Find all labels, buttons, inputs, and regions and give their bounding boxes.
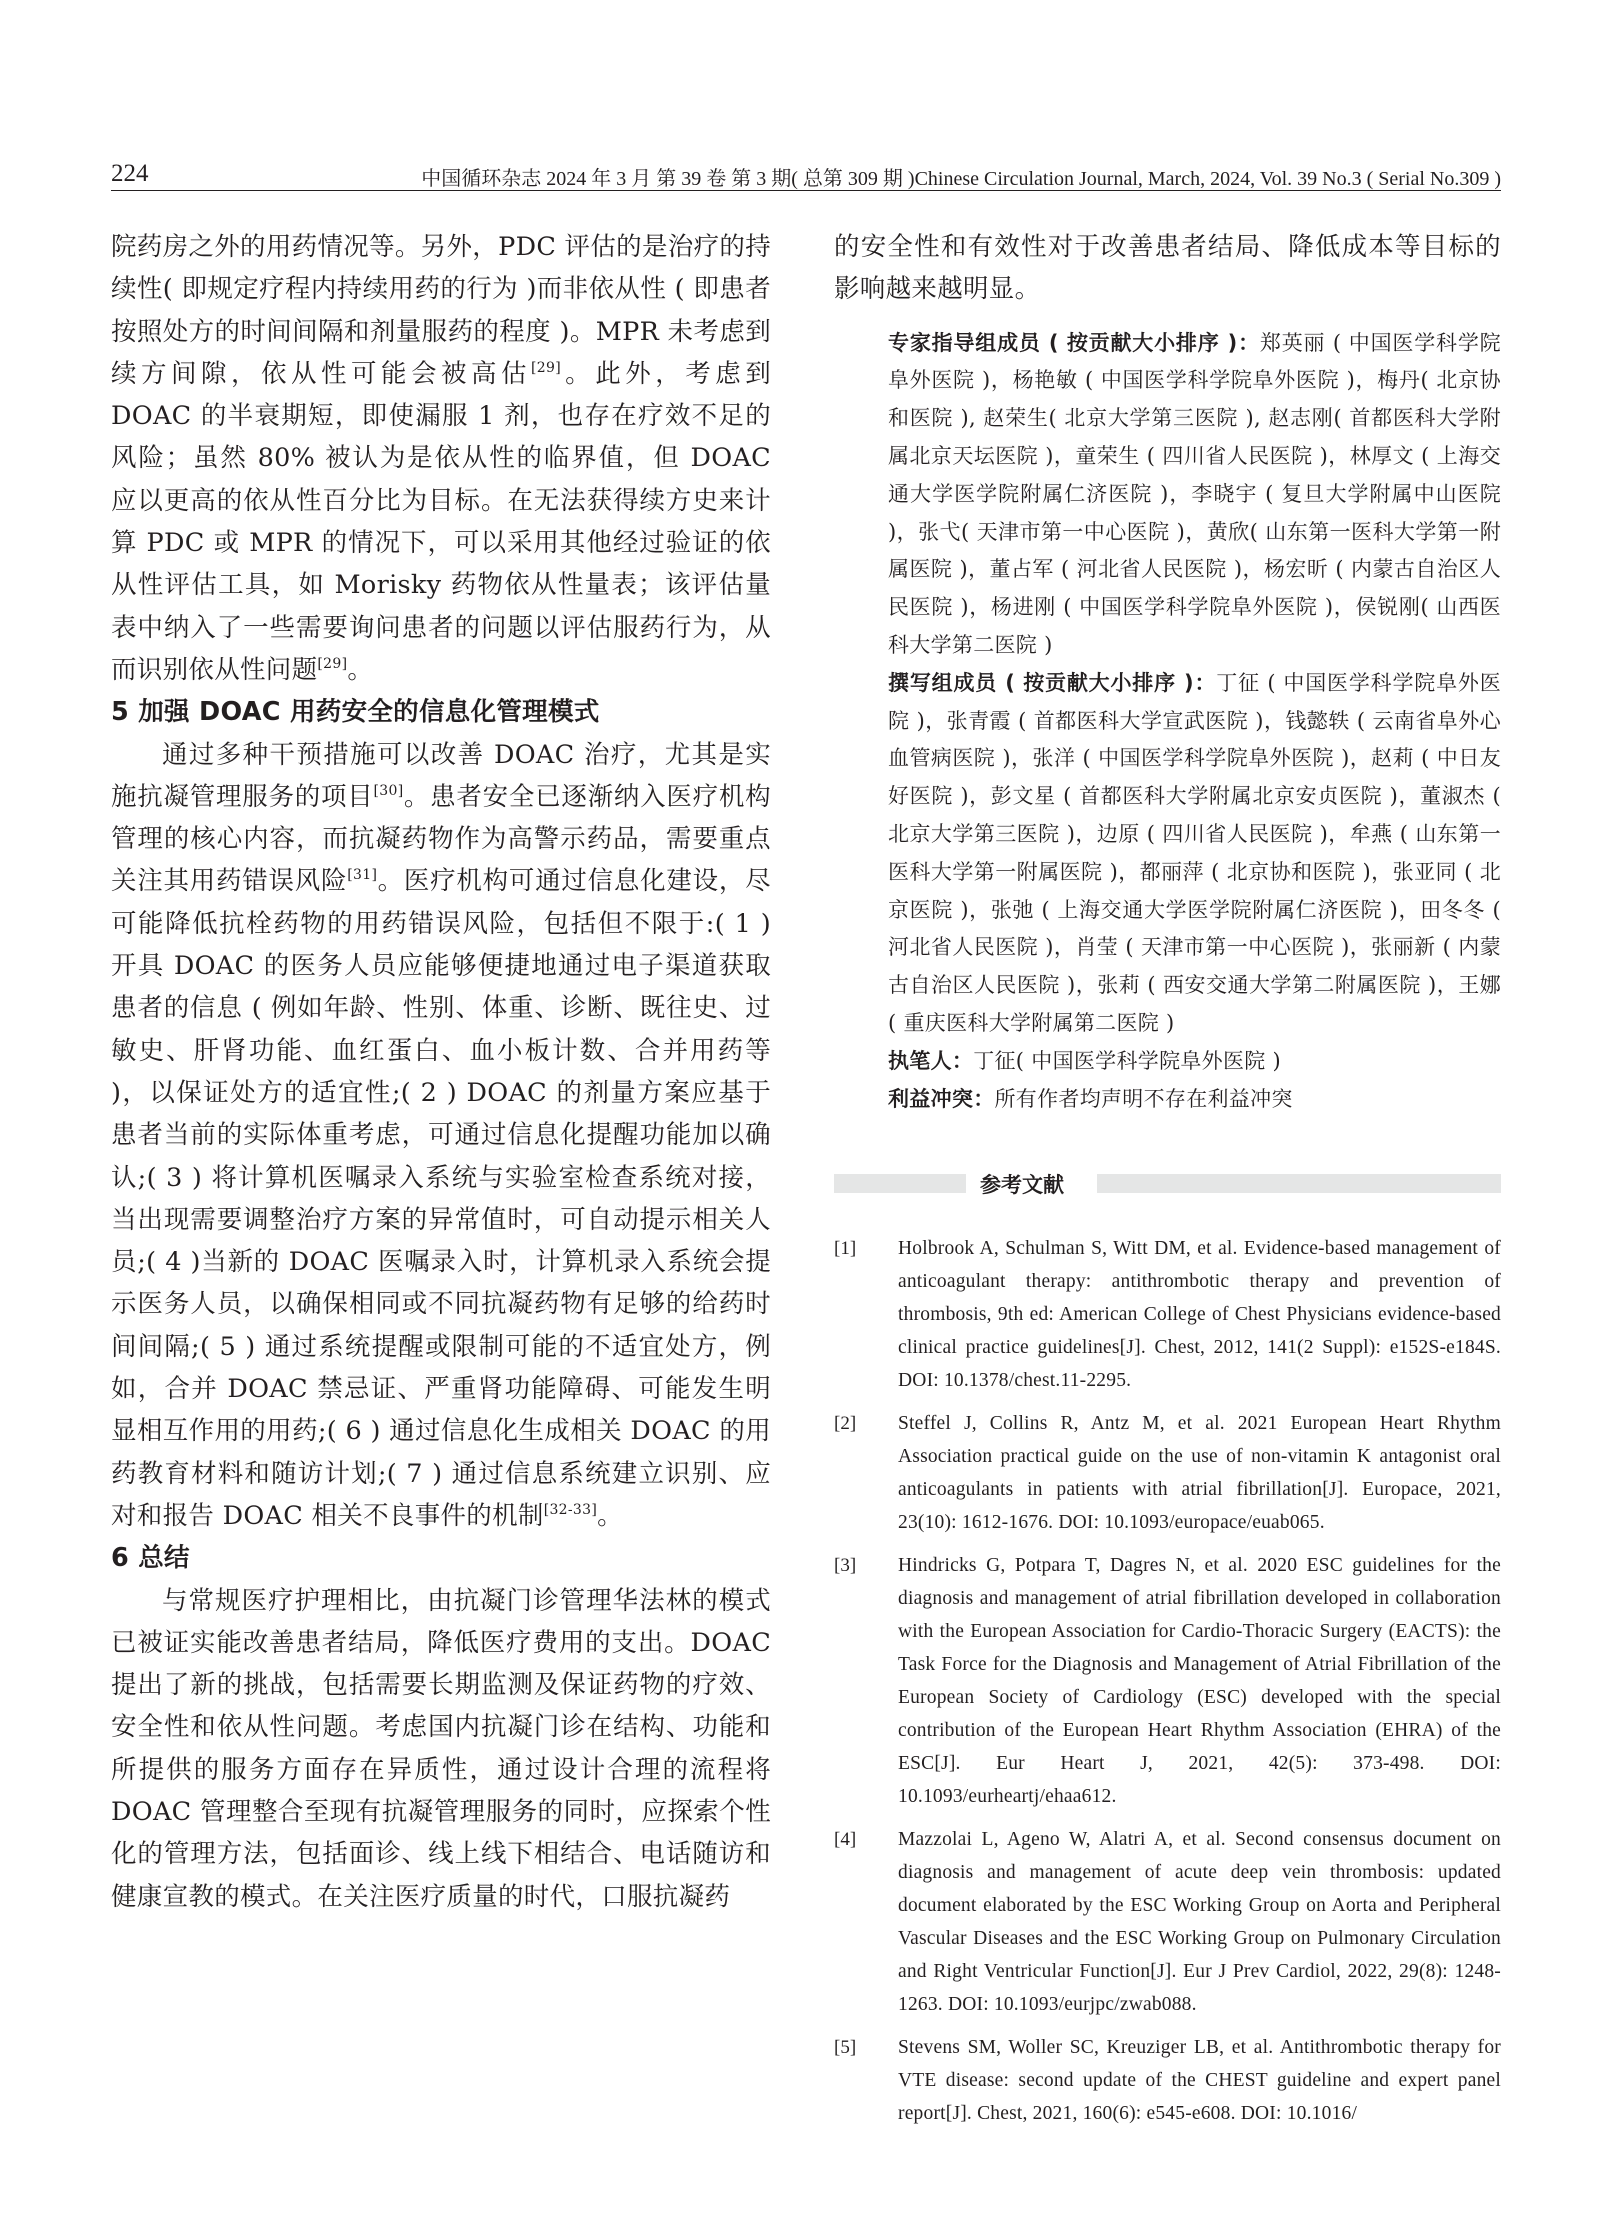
- paragraph-informatization: 通过多种干预措施可以改善 DOAC 治疗，尤其是实施抗凝管理服务的项目[30]。患者安全已逐渐纳入医疗机构管理的核心内容，而抗凝药物作为高警示药品，需要重点关注其用药错误风险[31]。医疗机构可通过信息化建设，尽可能降低抗栓药物的用药错误风险，包括但不限于:( 1 ) 开具 DOAC 的医务人员应能够便捷地通过电子渠道获取患者的信息 ( 例如年龄、性别、体重、诊断、既往史、过敏史、肝肾功能、血红蛋白、血小板计数、合并用药等 )，以保证处方的适宜性;( 2 ) DOAC 的剂量方案应基于患者当前的实际体重考虑，可通过信息化提醒功能加以确认;( 3 ) 将计算机医嘱录入系统与实验室检查系统对接，当出现需要调整治疗方案的异常值时，可自动提示相关人员;( 4 )当新的 DOAC 医嘱录入时，计算机录入系统会提示医务人员，以确保相同或不同抗凝药物有足够的给药时间间隔;( 5 ) 通过系统提醒或限制可能的不适宜处方，例如，合并 DOAC 禁忌证、严重肾功能障碍、可能发生明显相互作用的用药;( 6 ) 通过信息化生成相关 DOAC 的用药教育材料和随访计划;( 7 ) 通过信息系统建立识别、应对和报告 DOAC 相关不良事件的机制[32-33]。: [111, 739, 771, 1531]
- citation: [31]: [347, 867, 378, 884]
- reference-item: [834, 1823, 1501, 2021]
- paragraph-adherence: 院药房之外的用药情况等。另外，PDC 评估的是治疗的持续性( 即规定疗程内持续用药的行为 )而非依从性 ( 即患者按照处方的时间间隔和剂量服药的程度 )。MPR 未考虑到续方间隙，依从性可能会被高估[29]。此外，考虑到 DOAC 的半衰期短，即使漏服 1 剂，也存在疗效不足的风险；虽然 80% 被认为是依从性的临界值，但 DOAC 应以更高的依从性百分比为目标。在无法获得续方史来计算 PDC 或 MPR 的情况下，可以采用其他经过验证的依从性评估工具，如 Morisky 药物依从性量表；该评估量表中纳入了一些需要询问患者的问题以评估服药行为，从而识别依从性问题[29]。: [111, 232, 771, 685]
- writing-group: 撰写组成员 ( 按贡献大小排序 )：丁征 ( 中国医学科学院阜外医院 )，张青霞 ( 首都医科大学宣武医院 )，钱懿轶 ( 云南省阜外心血管病医院 )，张洋 ( 中国医学科学院阜外医院 )，赵莉 ( 中日友好医院 )，彭文星 ( 首都医科大学附属北京安贞医院 )，董淑杰 ( 北京大学第三医院 )，边原 ( 四川省人民医院 )，牟燕 ( 山东第一医科大学第一附属医院 )，都丽萍 ( 北京协和医院 )，张亚同 ( 北京医院 )，张弛 ( 上海交通大学医学院附属仁济医院 )，田冬冬 ( 河北省人民医院 )，肖莹 ( 天津市第一中心医院 )，张丽新 ( 内蒙古自治区人民医院 )，张莉 ( 西安交通大学第二附属医院 )，王娜 ( 重庆医科大学附属第二医院 ): [888, 670, 1502, 1035]
- reference-text: Stevens SM, Woller SC, Kreuziger LB, et al. Antithrombotic therapy for VTE disease: second update of the CHEST guideline and expert panel report[J]. Chest, 2021, 160(6): e545-e608. DOI: 10.1016/: [898, 2037, 1501, 2125]
- reference-number: [3]: [834, 1555, 857, 1577]
- citation: [29]: [531, 359, 561, 376]
- reference-number: [1]: [834, 1238, 857, 1260]
- reference-item: [834, 1549, 1501, 1813]
- section-heading-5: 5 加强 DOAC 用药安全的信息化管理模式: [111, 697, 600, 728]
- reference-text: Steffel J, Collins R, Antz M, et al. 2021 European Heart Rhythm Association practical guide on the use of non-vitamin K antagonist oral anticoagulants in patients with atrial fibrillation[J]. Europace, 2021, 23(10): 1612-1676. DOI: 10.1093/europace/euab065.: [898, 1413, 1501, 1534]
- references-heading: [834, 1170, 1501, 1196]
- corresponding-author: 执笔人：丁征( 中国医学科学院阜外医院 ): [888, 1048, 1282, 1073]
- heading-bar-right: [1097, 1174, 1501, 1193]
- reference-text: Mazzolai L, Ageno W, Alatri A, et al. Second consensus document on diagnosis and management of acute deep vein thrombosis: updated document elaborated by the ESC Working Group on Aorta and Peripheral Vascular Diseases and the ESC Working Group on Pulmonary Circulation and Right Ventricular Function[J]. Eur J Prev Cardiol, 2022, 29(8): 1248-1263. DOI: 10.1093/eurjpc/zwab088.: [898, 1829, 1501, 2016]
- journal-running-title: 中国循环杂志 2024 年 3 月 第 39 卷 第 3 期( 总第 309 期 )Chinese Circulation Journal, March, 2024, Vol. 39 No.3 ( Serial No.309 ): [421, 168, 1501, 190]
- citation: [32-33]: [543, 1501, 598, 1518]
- page-header: [111, 156, 1501, 191]
- section-heading-6: 6 总结: [111, 1543, 190, 1574]
- reference-list: [834, 1232, 1501, 2130]
- paragraph-summary: 与常规医疗护理相比，由抗凝门诊管理华法林的模式已被证实能改善患者结局，降低医疗费用的支出。DOAC 提出了新的挑战，包括需要长期监测及保证药物的疗效、安全性和依从性问题。考虑国内抗凝门诊在结构、功能和所提供的服务方面存在异质性，通过设计合理的流程将 DOAC 管理整合至现有抗凝管理服务的同时，应探索个性化的管理方法，包括面诊、线上线下相结合、电话随访和健康宣教的模式。在关注医疗质量的时代，口服抗凝药: [111, 1585, 771, 1912]
- reference-item: [834, 1407, 1501, 1539]
- references-title: 参考文献: [980, 1173, 1064, 1198]
- page-number: 224: [111, 160, 149, 187]
- reference-item: [834, 1232, 1501, 1397]
- reference-item: [834, 2031, 1501, 2130]
- paragraph-summary-continued: 的安全性和有效性对于改善患者结局、降低成本等目标的影响越来越明显。: [834, 232, 1501, 305]
- reference-number: [2]: [834, 1413, 857, 1435]
- reference-number: [5]: [834, 2037, 857, 2059]
- reference-number: [4]: [834, 1829, 857, 1851]
- writing-group-label: 撰写组成员 ( 按贡献大小排序 )：: [888, 670, 1217, 695]
- citation: [30]: [373, 782, 404, 799]
- expert-group: 专家指导组成员 ( 按贡献大小排序 )：郑英丽 ( 中国医学科学院阜外医院 )，杨艳敏 ( 中国医学科学院阜外医院 )，梅丹( 北京协和医院 ), 赵荣生( 北京大学第三医院 ), 赵志刚( 首都医科大学附属北京天坛医院 )，童荣生 ( 四川省人民医院 )，林厚文 ( 上海交通大学医学院附属仁济医院 )，李晓宇 ( 复旦大学附属中山医院 )，张弋( 天津市第一中心医院 )，黄欣( 山东第一医科大学第一附属医院 )，董占军 ( 河北省人民医院 )，杨宏昕 ( 内蒙古自治区人民医院 )，杨进刚 ( 中国医学科学院阜外医院 )，侯锐刚( 山西医科大学第二医院 ): [888, 330, 1501, 657]
- citation: [29]: [317, 655, 348, 672]
- right-column: [834, 226, 1501, 2140]
- reference-text: Holbrook A, Schulman S, Witt DM, et al. Evidence-based management of anticoagulant therapy: antithrombotic therapy and prevention of thrombosis, 9th ed: American College of Chest Physicians evidence-based clinical practice guidelines[J]. Chest, 2012, 141(2 Suppl): e152S-e184S. DOI: 10.1378/chest.11-2295.: [898, 1238, 1501, 1392]
- heading-bar-left: [834, 1174, 966, 1193]
- coi-label: 利益冲突：: [888, 1086, 995, 1111]
- left-column: [111, 226, 771, 1918]
- conflict-of-interest: 利益冲突：所有作者均声明不存在利益冲突: [888, 1086, 1293, 1111]
- author-label: 执笔人：: [888, 1048, 974, 1073]
- reference-text: Hindricks G, Potpara T, Dagres N, et al. 2020 ESC guidelines for the diagnosis and management of atrial fibrillation developed in collaboration with the European Association for Cardio-Thoracic Surgery (EACTS): the Task Force for the Diagnosis and Management of Atrial Fibrillation of the European Society of Cardiology (ESC) developed with the special contribution of the European Heart Rhythm Association (EHRA) of the ESC[J]. Eur Heart J, 2021, 42(5): 373-498. DOI: 10.1093/eurheartj/ehaa612.: [898, 1555, 1501, 1808]
- expert-group-label: 专家指导组成员 ( 按贡献大小排序 )：: [888, 330, 1260, 355]
